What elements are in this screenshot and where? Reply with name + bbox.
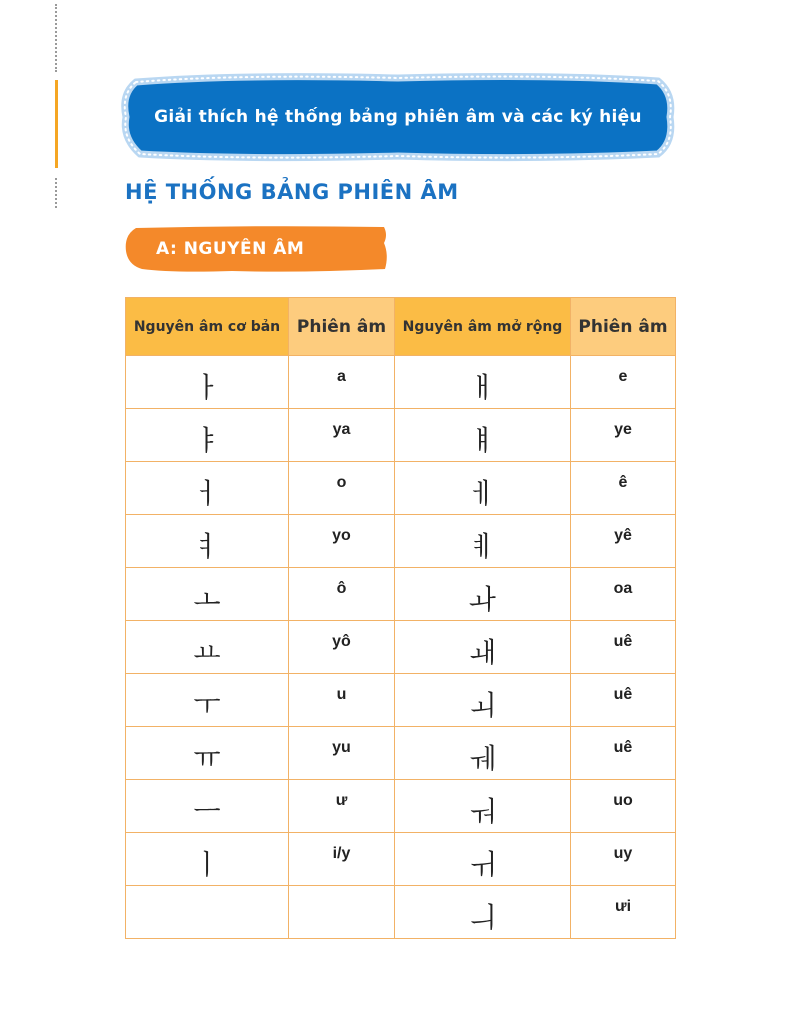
table-row xyxy=(126,833,676,886)
romanization-cell: yô xyxy=(289,621,395,674)
romanization-cell: uê xyxy=(571,621,676,674)
basic-vowel-cell: ㅗ xyxy=(126,568,289,621)
table-row xyxy=(126,568,676,621)
extended-vowel-cell: ㅘ xyxy=(395,568,571,621)
basic-vowel-cell: ㅛ xyxy=(126,621,289,674)
margin-dotted-line-top xyxy=(55,4,57,72)
table-row xyxy=(126,621,676,674)
table-row xyxy=(126,780,676,833)
extended-vowel-cell: ㅝ xyxy=(395,780,571,833)
romanization-cell xyxy=(289,886,395,939)
basic-vowel-cell: ㅠ xyxy=(126,727,289,780)
extended-vowel-cell: ㅙ xyxy=(395,621,571,674)
table-row xyxy=(126,727,676,780)
table-row xyxy=(126,674,676,727)
basic-vowel-cell: ㅜ xyxy=(126,674,289,727)
romanization-cell: ya xyxy=(289,409,395,462)
romanization-cell: yê xyxy=(571,515,676,568)
header-romanization: Phiên âm xyxy=(289,298,395,356)
vowel-table xyxy=(125,297,676,939)
extended-vowel-cell: ㅔ xyxy=(395,462,571,515)
table-row xyxy=(126,356,676,409)
table-row xyxy=(126,886,676,939)
romanization-cell: oa xyxy=(571,568,676,621)
title-banner xyxy=(118,72,678,162)
table-row xyxy=(126,409,676,462)
romanization-cell: ưi xyxy=(571,886,676,939)
romanization-cell: u xyxy=(289,674,395,727)
extended-vowel-cell: ㅖ xyxy=(395,515,571,568)
basic-vowel-cell: ㅕ xyxy=(126,515,289,568)
romanization-cell: o xyxy=(289,462,395,515)
romanization-cell: ê xyxy=(571,462,676,515)
romanization-cell: yu xyxy=(289,727,395,780)
extended-vowel-cell: ㅢ xyxy=(395,886,571,939)
extended-vowel-cell: ㅟ xyxy=(395,833,571,886)
section-tag xyxy=(122,225,390,277)
romanization-cell: uê xyxy=(571,674,676,727)
extended-vowel-cell: ㅞ xyxy=(395,727,571,780)
romanization-cell: uê xyxy=(571,727,676,780)
romanization-cell: ư xyxy=(289,780,395,833)
basic-vowel-cell: ㅣ xyxy=(126,833,289,886)
section-title: HỆ THỐNG BẢNG PHIÊN ÂM xyxy=(125,180,459,204)
romanization-cell: ô xyxy=(289,568,395,621)
header-romanization-extended: Phiên âm xyxy=(571,298,676,356)
header-basic-vowel: Nguyên âm cơ bản xyxy=(126,298,289,356)
romanization-cell: ye xyxy=(571,409,676,462)
romanization-cell: uo xyxy=(571,780,676,833)
header-extended-vowel: Nguyên âm mở rộng xyxy=(395,298,571,356)
basic-vowel-cell: ㅓ xyxy=(126,462,289,515)
romanization-cell: yo xyxy=(289,515,395,568)
table-row xyxy=(126,515,676,568)
table-row xyxy=(126,462,676,515)
tag-label: A: NGUYÊN ÂM xyxy=(156,239,305,259)
margin-orange-rule xyxy=(55,80,58,168)
basic-vowel-cell: ㅑ xyxy=(126,409,289,462)
basic-vowel-cell: ㅏ xyxy=(126,356,289,409)
table-header-row xyxy=(126,298,676,356)
margin-dotted-line-bottom xyxy=(55,178,57,208)
extended-vowel-cell: ㅒ xyxy=(395,409,571,462)
romanization-cell: e xyxy=(571,356,676,409)
basic-vowel-cell xyxy=(126,886,289,939)
romanization-cell: i/y xyxy=(289,833,395,886)
romanization-cell: uy xyxy=(571,833,676,886)
romanization-cell: a xyxy=(289,356,395,409)
extended-vowel-cell: ㅚ xyxy=(395,674,571,727)
banner-title: Giải thích hệ thống bảng phiên âm và các ký hiệu xyxy=(154,107,642,127)
extended-vowel-cell: ㅐ xyxy=(395,356,571,409)
basic-vowel-cell: ㅡ xyxy=(126,780,289,833)
